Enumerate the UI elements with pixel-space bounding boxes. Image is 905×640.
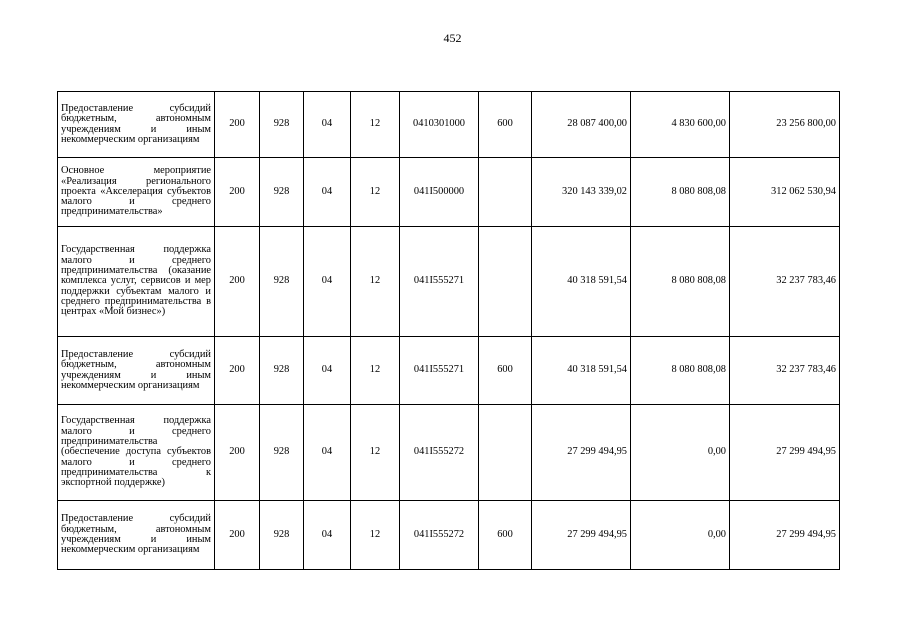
row-vr (479, 227, 532, 337)
row-name: Предоставление субсидий бюджетным, автономным учреждениям и иным некоммерческим организациям (58, 501, 215, 570)
row-name: Государственная поддержка малого и среднего предпринимательства (оказание комплекса услуг, сервисов и мер поддержки субъектам малого и среднего предпринимательства в центрах «Мой бизнес») (58, 227, 215, 337)
row-code-c: 04 (304, 227, 351, 337)
row-csr: 041I555272 (400, 501, 479, 570)
row-code-a: 200 (215, 501, 260, 570)
row-csr: 041I555272 (400, 405, 479, 501)
row-csr: 041I555271 (400, 227, 479, 337)
row-value-3: 32 237 783,46 (730, 227, 840, 337)
row-code-d: 12 (351, 501, 400, 570)
row-value-2: 4 830 600,00 (631, 92, 730, 158)
table-body (58, 92, 840, 570)
row-code-b: 928 (260, 405, 304, 501)
row-code-c: 04 (304, 158, 351, 227)
row-vr: 600 (479, 501, 532, 570)
row-value-2: 0,00 (631, 501, 730, 570)
row-value-3: 27 299 494,95 (730, 405, 840, 501)
row-value-3: 32 237 783,46 (730, 337, 840, 405)
row-code-d: 12 (351, 405, 400, 501)
row-name: Основное мероприятие «Реализация регионального проекта «Акселерация субъектов малого и среднего предпринимательства» (58, 158, 215, 227)
budget-table (57, 91, 840, 570)
row-vr (479, 405, 532, 501)
table-row (58, 158, 840, 227)
table-row (58, 92, 840, 158)
row-csr: 041I555271 (400, 337, 479, 405)
row-code-a: 200 (215, 158, 260, 227)
row-code-a: 200 (215, 227, 260, 337)
row-code-b: 928 (260, 337, 304, 405)
row-vr: 600 (479, 337, 532, 405)
table-row (58, 227, 840, 337)
row-code-a: 200 (215, 92, 260, 158)
row-value-1: 27 299 494,95 (532, 405, 631, 501)
row-value-1: 27 299 494,95 (532, 501, 631, 570)
row-value-3: 23 256 800,00 (730, 92, 840, 158)
row-code-b: 928 (260, 227, 304, 337)
row-code-d: 12 (351, 158, 400, 227)
row-name: Государственная поддержка малого и среднего предпринимательства (обеспечение доступа субъектов малого и среднего предпринимательства к экспортной поддержке) (58, 405, 215, 501)
row-code-a: 200 (215, 405, 260, 501)
row-value-1: 28 087 400,00 (532, 92, 631, 158)
table-row (58, 501, 840, 570)
row-code-c: 04 (304, 405, 351, 501)
row-vr (479, 158, 532, 227)
row-value-2: 8 080 808,08 (631, 227, 730, 337)
table-row (58, 337, 840, 405)
row-name: Предоставление субсидий бюджетным, автономным учреждениям и иным некоммерческим организациям (58, 337, 215, 405)
row-code-b: 928 (260, 158, 304, 227)
row-code-d: 12 (351, 92, 400, 158)
row-code-c: 04 (304, 501, 351, 570)
row-code-c: 04 (304, 92, 351, 158)
row-value-1: 40 318 591,54 (532, 337, 631, 405)
row-value-2: 8 080 808,08 (631, 337, 730, 405)
row-vr: 600 (479, 92, 532, 158)
row-value-1: 320 143 339,02 (532, 158, 631, 227)
row-value-3: 27 299 494,95 (730, 501, 840, 570)
row-code-a: 200 (215, 337, 260, 405)
row-value-3: 312 062 530,94 (730, 158, 840, 227)
row-name: Предоставление субсидий бюджетным, автономным учреждениям и иным некоммерческим организациям (58, 92, 215, 158)
row-value-2: 0,00 (631, 405, 730, 501)
row-code-d: 12 (351, 227, 400, 337)
row-code-b: 928 (260, 501, 304, 570)
row-value-2: 8 080 808,08 (631, 158, 730, 227)
row-code-c: 04 (304, 337, 351, 405)
row-code-d: 12 (351, 337, 400, 405)
table-row (58, 405, 840, 501)
row-csr: 0410301000 (400, 92, 479, 158)
row-code-b: 928 (260, 92, 304, 158)
row-csr: 041I500000 (400, 158, 479, 227)
page-number: 452 (443, 31, 462, 45)
row-value-1: 40 318 591,54 (532, 227, 631, 337)
